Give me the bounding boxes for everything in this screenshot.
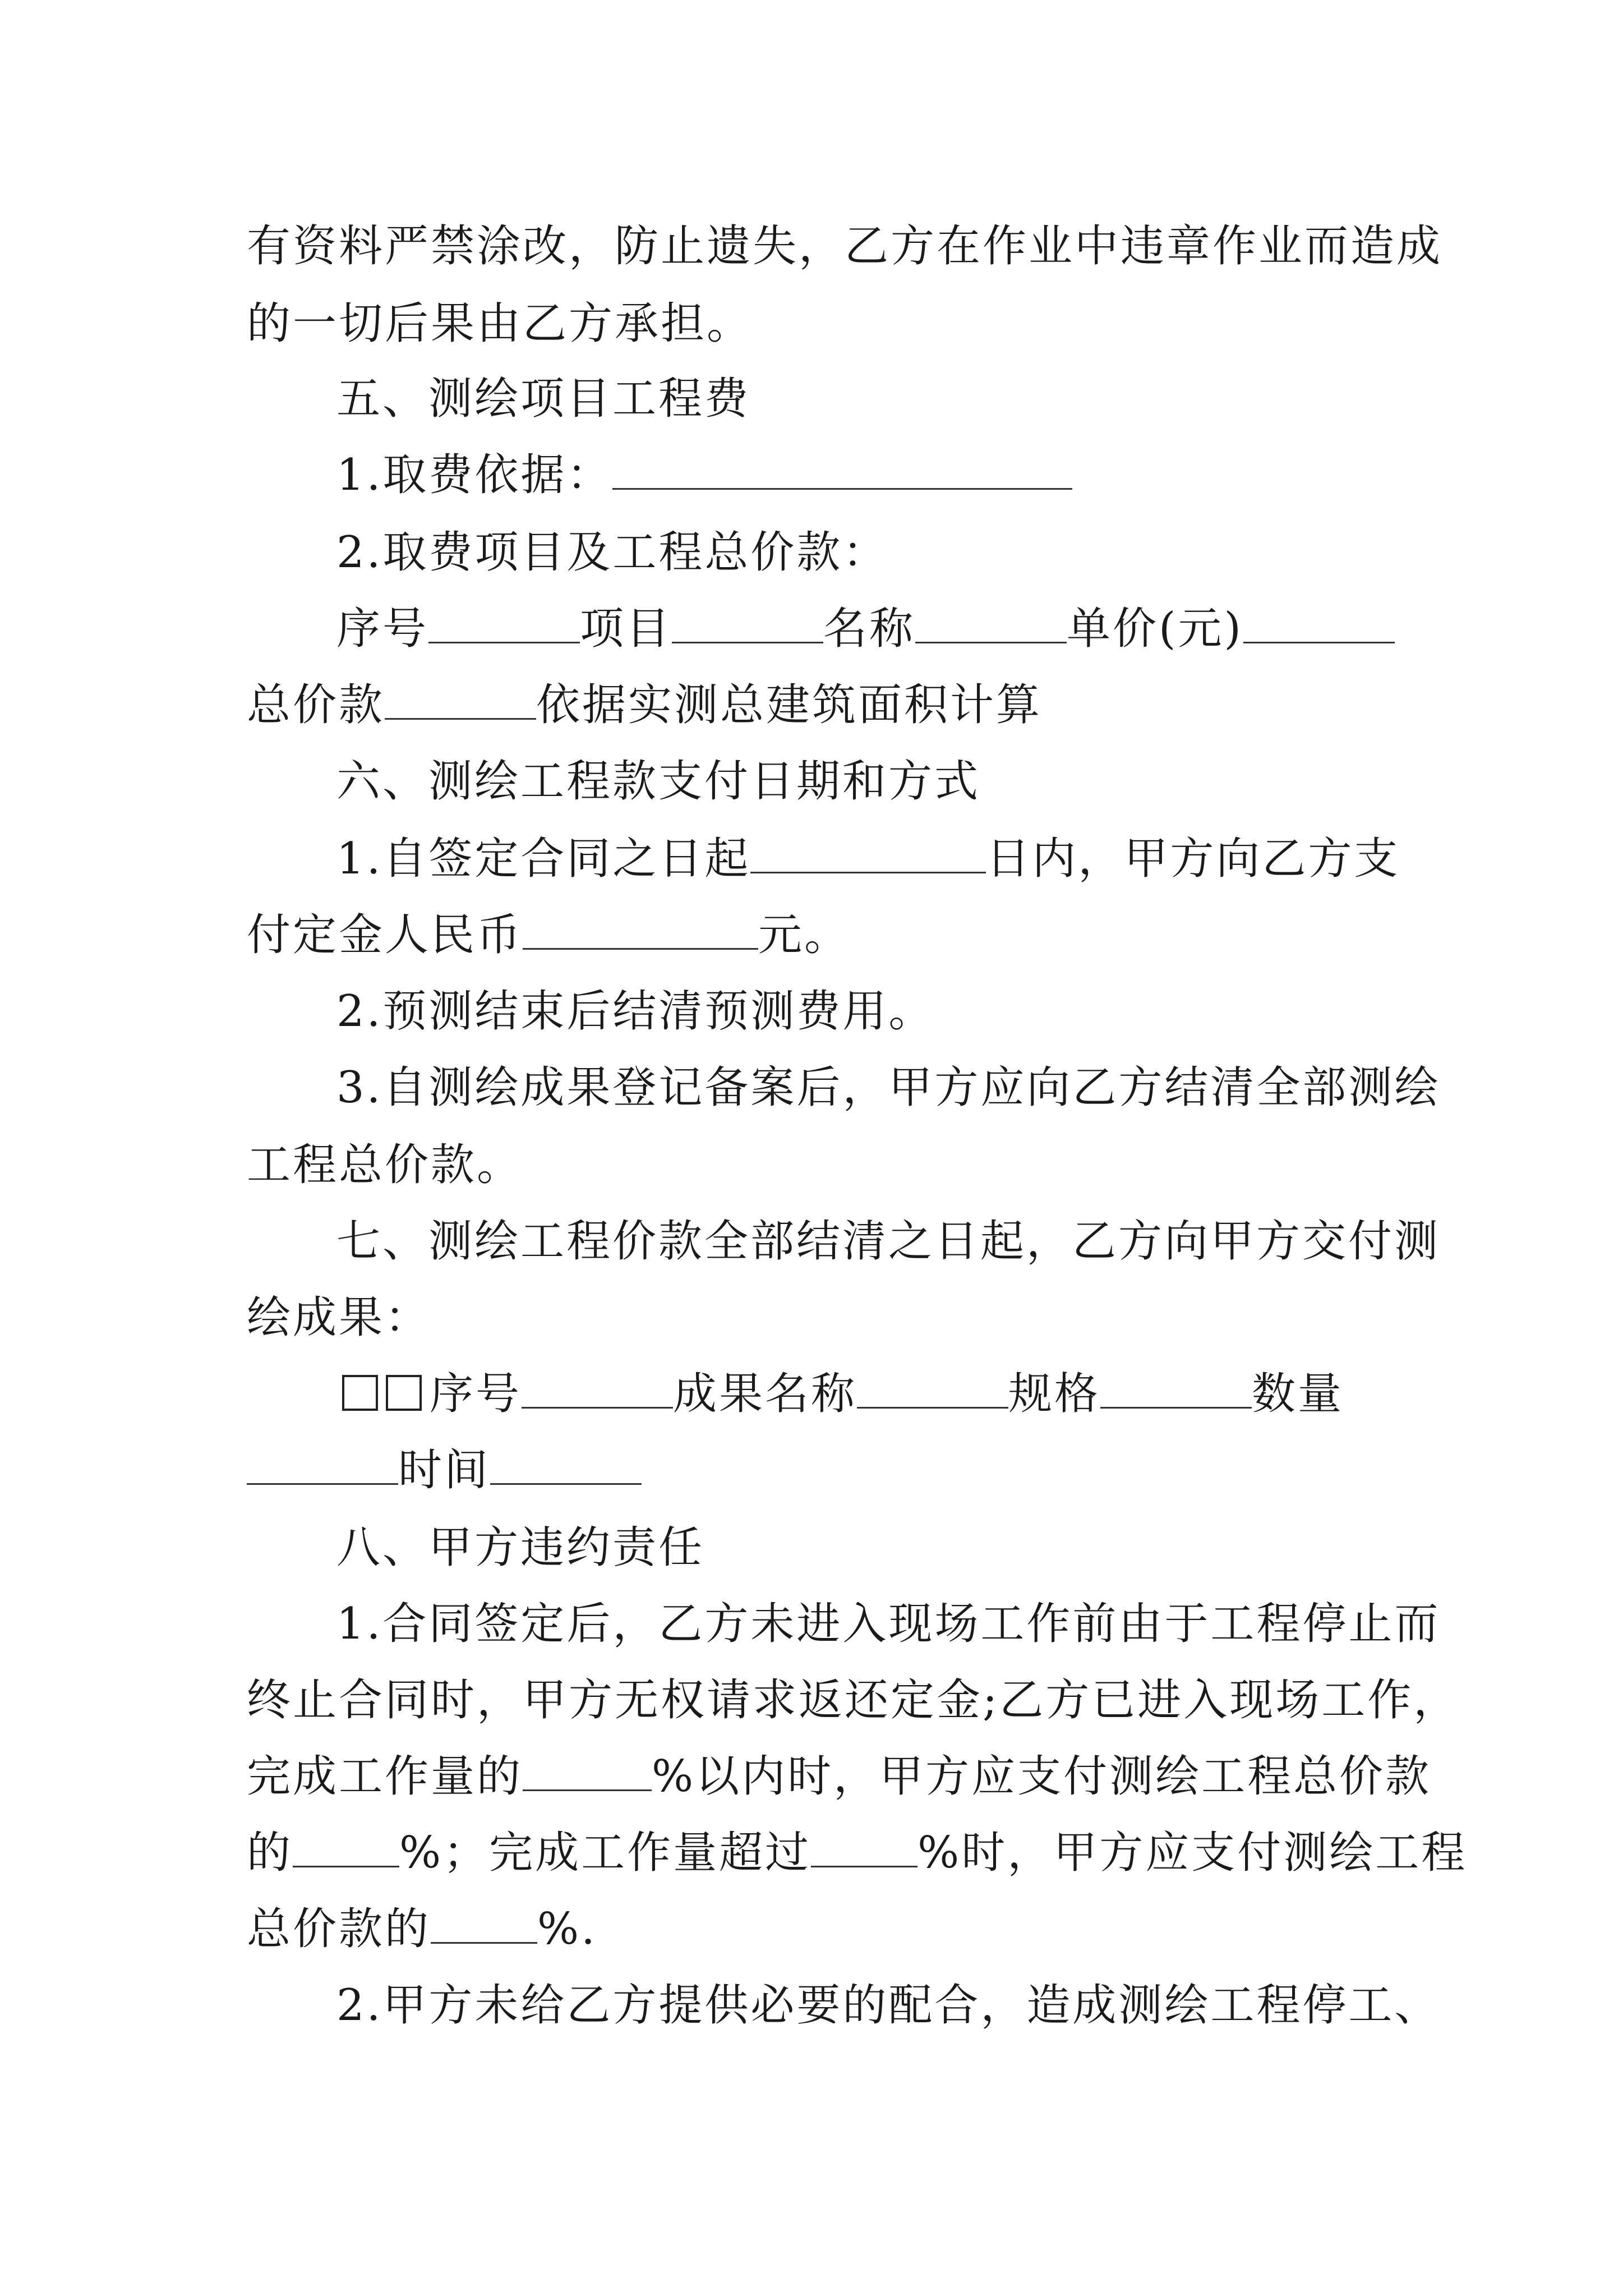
fill-blank — [750, 838, 986, 873]
body-line — [247, 1904, 597, 1954]
fill-blank — [857, 1373, 1008, 1409]
body-line: 1.合同签定后，乙方未进入现场工作前由于工程停止而 — [336, 1599, 1441, 1649]
text-segment: 付定金人民币 — [247, 910, 523, 960]
table-header-line — [336, 604, 1395, 654]
text-segment: %时，甲方应支付测绘工程 — [917, 1828, 1468, 1878]
fill-blank — [247, 1450, 398, 1485]
col-label: 序号 — [430, 1369, 522, 1419]
text-segment: 总价款的 — [247, 1904, 431, 1954]
col-label: 依据实测总建筑面积计算 — [536, 680, 1043, 730]
body-line: 的一切后果由乙方承担。 — [247, 298, 753, 349]
table-header-line — [247, 1445, 642, 1496]
body-line: 2.预测结束后结清预测费用。 — [336, 986, 935, 1037]
section-heading: 八、甲方违约责任 — [336, 1522, 705, 1573]
fee-basis-label: 1.取费依据： — [336, 450, 613, 500]
text-segment: 的 — [247, 1828, 293, 1878]
col-label: 项目 — [580, 604, 672, 654]
text-segment: 日内，甲方向乙方支 — [986, 834, 1400, 884]
section-heading: 六、测绘工程款支付日期和方式 — [336, 756, 981, 807]
body-line — [336, 834, 1400, 884]
fill-blank — [431, 1908, 537, 1944]
col-label: 序号 — [336, 604, 429, 654]
text-segment: %；完成工作量超过 — [399, 1828, 811, 1878]
fill-blank — [811, 1832, 917, 1867]
text-segment: %. — [537, 1904, 597, 1954]
col-label: 单价(元) — [1067, 604, 1243, 654]
table-header-line — [247, 680, 1043, 730]
fill-blank — [523, 1756, 652, 1791]
fill-blank — [523, 914, 758, 950]
body-line: 2.甲方未给乙方提供必要的配合，造成测绘工程停工、 — [336, 1980, 1441, 2031]
fill-blank — [672, 608, 823, 643]
fill-blank — [1243, 608, 1395, 643]
checkbox-icon — [386, 1375, 422, 1411]
body-line — [247, 1751, 1432, 1802]
body-line — [247, 910, 851, 960]
body-line: 有资料严禁涂改，防止遗失，乙方在作业中违章作业而造成 — [247, 221, 1443, 272]
fill-blank — [385, 684, 536, 720]
table-header-line — [342, 1369, 1344, 1419]
body-line: 2.取费项目及工程总价款： — [336, 527, 889, 578]
col-label: 数量 — [1252, 1369, 1344, 1419]
body-line: 终止合同时，甲方无权请求返还定金;乙方已进入现场工作， — [247, 1675, 1460, 1726]
col-label: 总价款 — [247, 680, 385, 730]
col-label: 时间 — [398, 1445, 491, 1496]
body-line: 工程总价款。 — [247, 1140, 523, 1190]
fill-blank — [490, 1450, 642, 1485]
section-heading: 七、测绘工程价款全部结清之日起，乙方向甲方交付测 — [336, 1216, 1441, 1267]
fill-blank — [1100, 1373, 1252, 1409]
fill-blank — [293, 1832, 399, 1867]
fill-blank — [428, 608, 580, 643]
body-line: 绘成果： — [247, 1292, 431, 1343]
col-label: 成果名称 — [673, 1369, 857, 1419]
text-segment: %以内时，甲方应支付测绘工程总价款 — [652, 1751, 1432, 1802]
col-label: 规格 — [1008, 1369, 1101, 1419]
text-segment: 完成工作量的 — [247, 1751, 523, 1802]
text-segment: 1.自签定合同之日起 — [336, 834, 751, 884]
checkbox-icon — [342, 1375, 378, 1411]
body-line: 3.自测绘成果登记备案后，甲方应向乙方结清全部测绘 — [336, 1062, 1441, 1113]
col-label: 名称 — [823, 604, 916, 654]
text-segment: 元。 — [758, 910, 851, 960]
fill-blank — [915, 608, 1067, 643]
section-heading: 五、测绘项目工程费 — [336, 374, 751, 424]
fill-blank — [522, 1373, 673, 1409]
body-line — [336, 450, 1072, 500]
fill-blank — [612, 454, 1072, 490]
body-line — [247, 1828, 1468, 1878]
